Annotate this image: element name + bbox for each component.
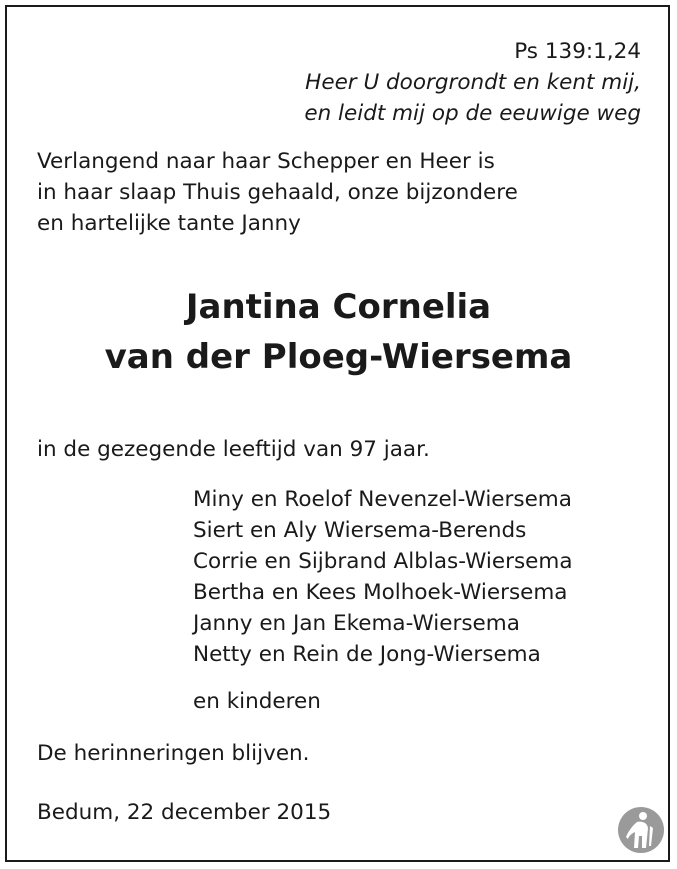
deceased-name	[0, 282, 677, 382]
intro-line: en hartelijke tante Janny	[37, 211, 301, 236]
family-member: Netty en Rein de Jong-Wiersema	[193, 642, 541, 667]
verse-line: Heer U doorgrondt en kent mij,	[305, 70, 641, 95]
family-member: Bertha en Kees Molhoek-Wiersema	[193, 580, 568, 605]
verse-line: en leidt mij op de eeuwige weg	[304, 101, 641, 126]
family-list	[193, 484, 573, 670]
deceased-name-line: van der Ploeg-Wiersema	[104, 337, 573, 377]
memories-text: De herinneringen blijven.	[37, 741, 310, 766]
person-silhouette-icon	[617, 806, 665, 854]
intro-line: in haar slaap Thuis gehaald, onze bijzondere	[37, 180, 518, 205]
intro-text	[37, 146, 518, 239]
place-date: Bedum, 22 december 2015	[37, 800, 332, 825]
bible-verse	[304, 36, 641, 129]
age-text: in de gezegende leeftijd van 97 jaar.	[37, 437, 430, 462]
family-member: Janny en Jan Ekema-Wiersema	[193, 611, 520, 636]
family-member: Miny en Roelof Nevenzel-Wiersema	[193, 487, 572, 512]
family-member: Corrie en Sijbrand Alblas-Wiersema	[193, 549, 573, 574]
family-member: Siert en Aly Wiersema-Berends	[193, 518, 527, 543]
intro-line: Verlangend naar haar Schepper en Heer is	[37, 149, 495, 174]
deceased-name-line: Jantina Cornelia	[185, 287, 492, 327]
children-text: en kinderen	[193, 689, 321, 714]
verse-reference: Ps 139:1,24	[514, 39, 641, 64]
